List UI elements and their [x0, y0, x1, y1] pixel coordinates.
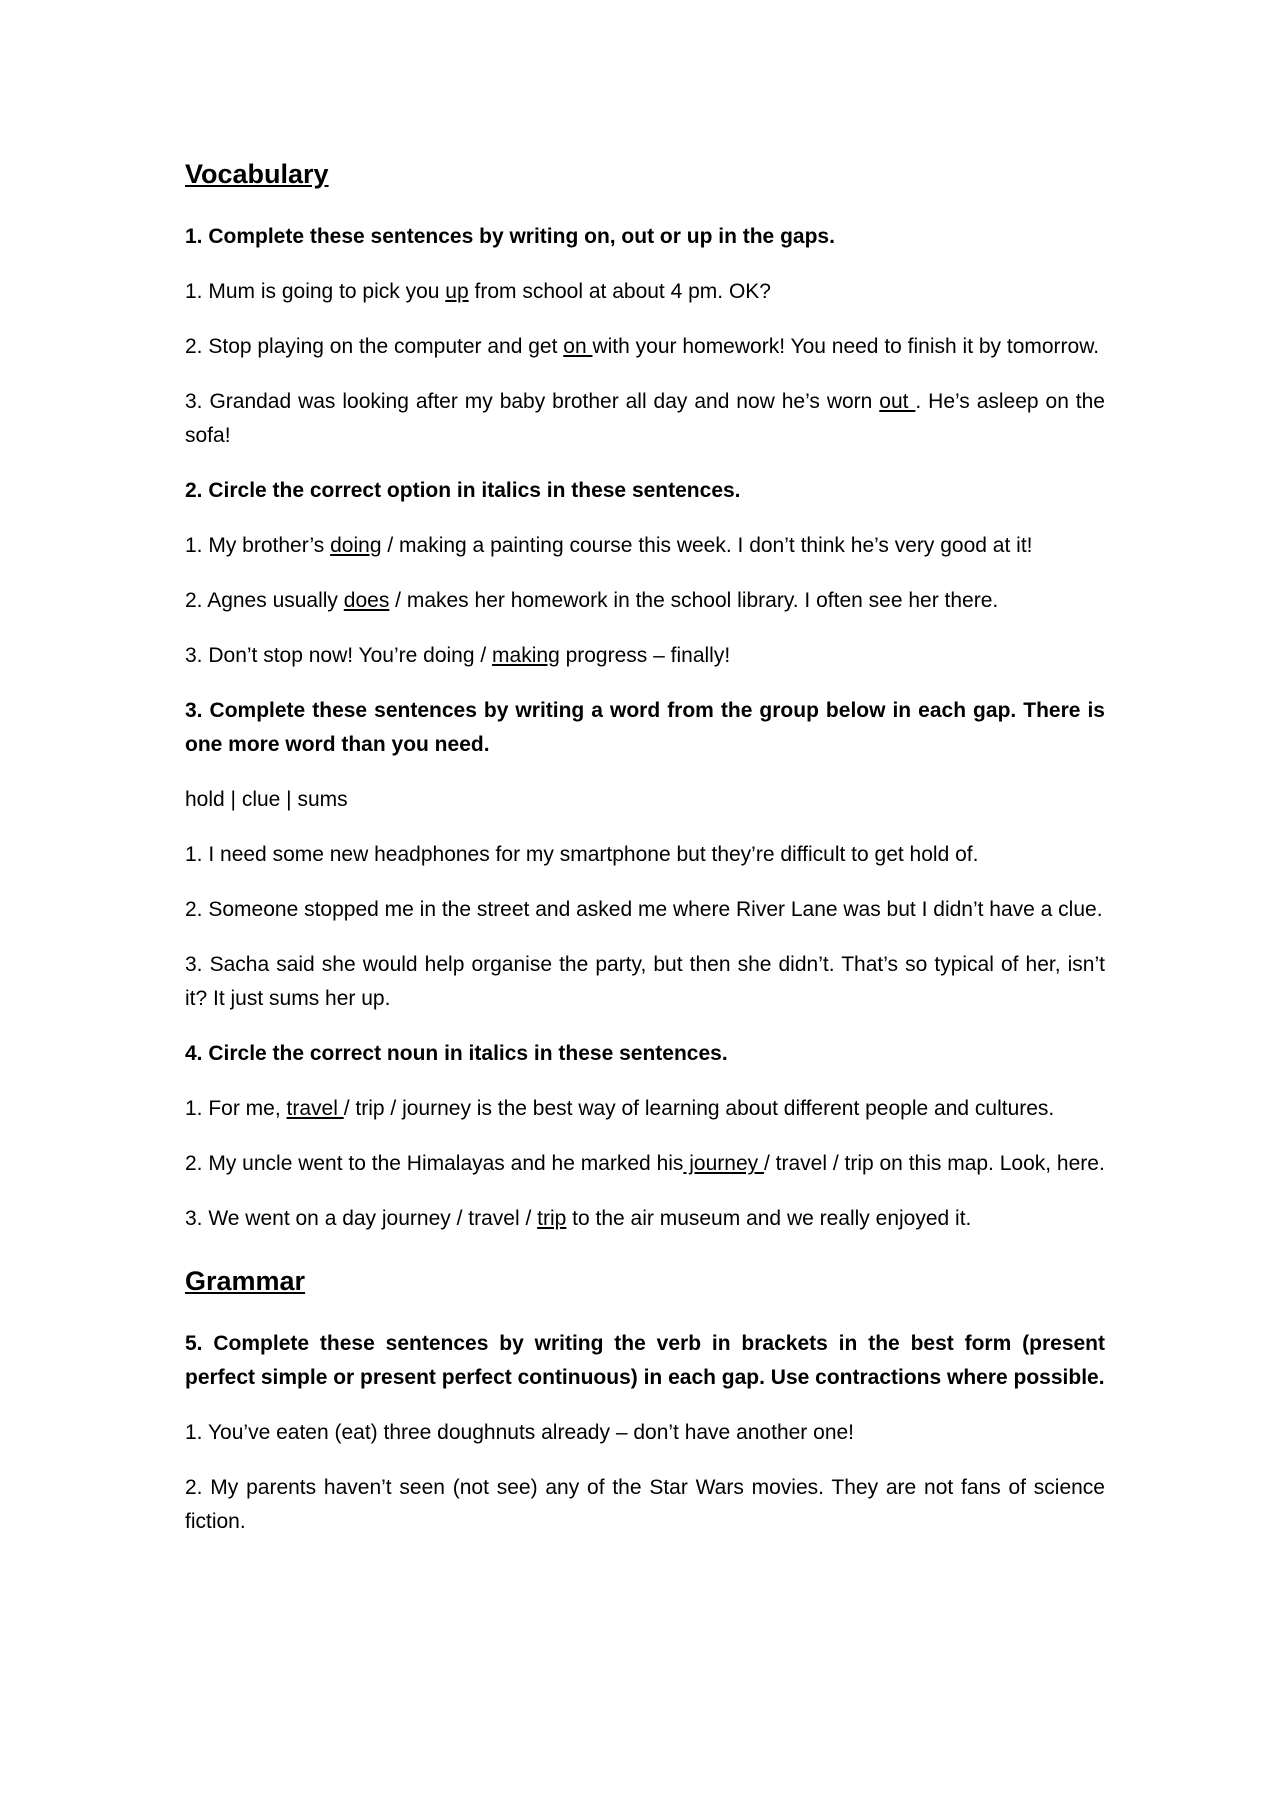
exercise-4-instruction: 4. Circle the correct noun in italics in these sentences.	[185, 1042, 728, 1065]
exercise-3-instruction: 3. Complete these sentences by writing a word from the group below in each gap. There is one more word than you need.	[185, 699, 1105, 756]
answer-underlined: journey	[683, 1152, 764, 1175]
answer-underlined: on	[563, 335, 593, 358]
exercise-5-instruction: 5. Complete these sentences by writing the verb in brackets in the best form (present perfect simple or present perfect continuous) in each gap. Use contractions where possible.	[185, 1332, 1105, 1389]
answer-underlined: trip	[537, 1207, 567, 1230]
answer-underlined: up	[445, 280, 469, 303]
answer-underlined: travel	[286, 1097, 344, 1120]
exercise-2-instruction: 2. Circle the correct option in italics in these sentences.	[185, 479, 741, 502]
exercise-3-item-3: 3. Sacha said she would help organise the party, but then she didn’t. That’s so typical of her, isn’t it? It just sums her up.	[185, 953, 1105, 1010]
answer-underlined: out	[879, 390, 916, 413]
exercise-1-item-1: 1. Mum is going to pick you up from school at about 4 pm. OK?	[185, 280, 771, 303]
exercise-3-word-group: hold | clue | sums	[185, 788, 348, 811]
exercise-3-item-1: 1. I need some new headphones for my smartphone but they’re difficult to get hold of.	[185, 843, 979, 866]
exercise-4-item-2: 2. My uncle went to the Himalayas and he marked his journey / travel / trip on this map. Look, here.	[185, 1152, 1105, 1175]
exercise-2-item-1: 1. My brother’s doing / making a painting course this week. I don’t think he’s very good at it!	[185, 534, 1033, 557]
exercise-1-instruction: 1. Complete these sentences by writing on, out or up in the gaps.	[185, 225, 835, 248]
exercise-4-item-3: 3. We went on a day journey / travel / trip to the air museum and we really enjoyed it.	[185, 1207, 972, 1230]
exercise-3-item-2: 2. Someone stopped me in the street and asked me where River Lane was but I didn’t have a clue.	[185, 898, 1103, 921]
worksheet-content	[185, 150, 1105, 1560]
exercise-2-item-3: 3. Don’t stop now! You’re doing / making progress – finally!	[185, 644, 731, 667]
vocabulary-heading: Vocabulary	[185, 159, 329, 189]
answer-underlined: making	[492, 644, 560, 667]
exercise-1-item-3: 3. Grandad was looking after my baby brother all day and now he’s worn out . He’s asleep on the sofa!	[185, 390, 1105, 447]
exercise-5-item-1: 1. You’ve eaten (eat) three doughnuts already – don’t have another one!	[185, 1421, 855, 1444]
exercise-2-item-2: 2. Agnes usually does / makes her homework in the school library. I often see her there.	[185, 589, 999, 612]
answer-underlined: doing	[330, 534, 382, 557]
exercise-5-item-2: 2. My parents haven’t seen (not see) any of the Star Wars movies. They are not fans of science fiction.	[185, 1476, 1105, 1533]
exercise-1-item-2: 2. Stop playing on the computer and get on with your homework! You need to finish it by tomorrow.	[185, 335, 1100, 358]
answer-underlined: does	[343, 589, 390, 612]
grammar-heading: Grammar	[185, 1266, 306, 1296]
exercise-4-item-1: 1. For me, travel / trip / journey is the best way of learning about different people and cultures.	[185, 1097, 1055, 1120]
